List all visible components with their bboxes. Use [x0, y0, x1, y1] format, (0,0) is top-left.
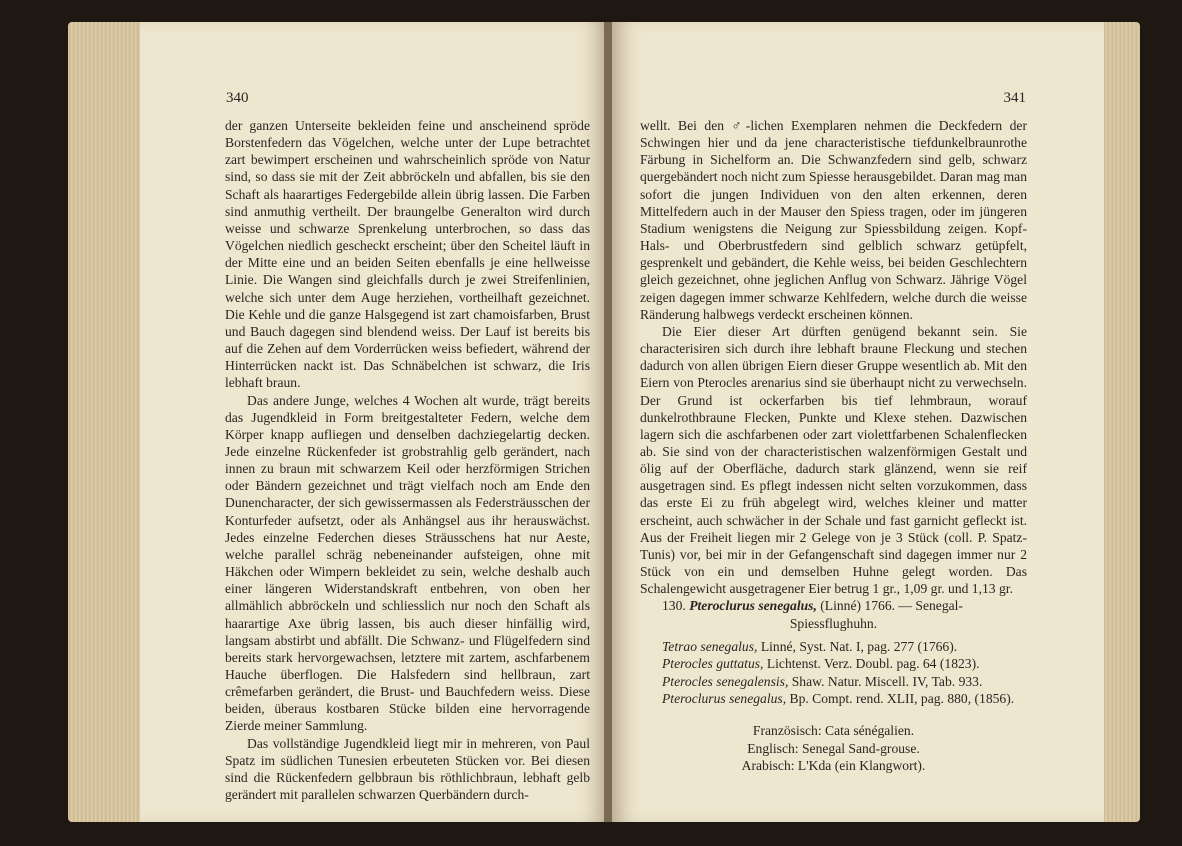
- vernacular-name: Französisch: Cata sénégalien.: [752, 723, 915, 739]
- paragraph: der ganzen Unterseite bekleiden feine und anscheinend spröde Borstenfedern das Vögelchen, welche unter der Lupe betrachtet zart bewimpert erscheinen und wahrscheinlich spröde von Natur sind, so dass sie mit der Zeit abbröckeln und abfallen, bis sie den Schaft als haarartiges Federgebilde allein übrig lassen. Die Farben sind anmuthig vertheilt. Der braungelbe Generalton wird durch weisse und schwarze Sprenkelung unterbrochen, so dass das Vögelchen niedlich gescheckt erscheint; über den Scheitel läuft in der Mitte eine und an beiden Seiten ebenfalls je eine hellweisse Linie. Die Wangen sind gleichfalls durch je zwei Streifenlinien, welche sich unter dem Auge herziehen, vortheilhaft gezeichnet. Die Kehle und die ganze Halsgegend ist zart chamoisfarben, Brust und Bauch dagegen sind blendend weiss. Der Lauf ist bereits bis auf die Zehen auf dem Vorderrücken weiss befiedert, während der Hinterrücken nackt ist. Das Schnäbelchen ist schwarz, die Iris lebhaft braun.: [225, 118, 590, 391]
- paragraph: wellt. Bei den ♂-lichen Exemplaren nehmen die Deckfedern der Schwingen hier und da jene characteristische tiefdunkelbraunrothe Färbung in Sichelform an. Die Schwanzfedern sind gelb, schwarz quergebändert noch nicht zum Spiesse herausgebildet. Daran mag man sofort die jungen Individuen von den alten erkennen, deren Mittelfedern auch in der Mauser den Spiess tragen, oder im jüngeren Stadium wenigstens die Neigung zur Spiessbildung zeigen. Kopf- Hals- und Oberbrustfedern sind gelblich schwarz getüpfelt, gesprenkelt und gebändert, die Kehle weiss, bei beiden Geschlechtern gleich gezeichnet, ohne jeglichen Anflug von Schwarz. Jährige Vögel zeigen dagegen immer schwarze Kehlfedern, welche durch die weisse Ränderung halbwegs verdeckt erscheinen können.: [640, 118, 1027, 322]
- species-heading: [640, 597, 1027, 631]
- right-page: [612, 22, 1104, 822]
- right-page-body: [640, 117, 1027, 775]
- reference-line: Pteroclurus senegalus, Bp. Compt. rend. XLII, pag. 880, (1856).: [662, 691, 1015, 707]
- reference-line: Tetrao senegalus, Linné, Syst. Nat. I, pag. 277 (1766).: [662, 638, 958, 654]
- paragraph: Die Eier dieser Art dürften genügend bekannt sein. Sie characterisiren sich durch ihre lebhaft braune Fleckung und stechen dadurch von allen übrigen Eiern dieser Gruppe wesentlich ab. Mit den Eiern von Pterocles arenarius sind sie überhaupt nicht zu verwechseln. Der Grund ist ockerfarben bis tief lehmbraun, worauf dunkelrothbraune Flecken, Punkte und Klexe stehen. Dazwischen lagern sich die aschfarbenen oder zart violettfarbenen Schalenflecken ab. Sie sind von der characteristischen walzenförmigen Gestalt und ölig auf der Oberfläche, dadurch stark glänzend, wenn sie reif ausgetragen sind. Es pflegt indessen nicht selten vorzukommen, dass das erste Ei zu früh abgelegt wird, welches kleiner und matter erscheint, auch schwächer in der Schale und fast garnicht gefleckt ist. Aus der Freiheit liegen mir 2 Gelege von je 3 Stück (coll. P. Spatz-Tunis) vor, bei mir in der Gefangenschaft sind dagegen immer nur 2 Stück von ein und demselben Huhne gelegt worden. Das Schalengewicht ausgetragener Eier betrug 1 gr., 1,09 gr. und 1,13 gr.: [640, 323, 1027, 597]
- species-authority: (Linné) 1766. — Senegal-: [820, 598, 963, 614]
- species-common-name: Spiessflughuhn.: [789, 615, 878, 631]
- right-page-edges: [1098, 22, 1140, 822]
- left-page-number: 340: [226, 90, 249, 106]
- vernacular-name: Englisch: Senegal Sand-grouse.: [747, 740, 920, 756]
- left-page: [140, 22, 606, 822]
- right-page-number: 341: [1003, 90, 1026, 106]
- species-name: Pteroclurus senegalus,: [689, 598, 817, 614]
- left-page-edges: [68, 22, 148, 822]
- reference-line: Pterocles senegalensis, Shaw. Natur. Miscell. IV, Tab. 933.: [662, 673, 983, 689]
- paragraph: Das vollständige Jugendkleid liegt mir in mehreren, von Paul Spatz im südlichen Tunesien erbeuteten Stücken vor. Bei diesen sind die Rückenfedern gelbbraun bis röthlichbraun, lebhaft gelb gerändert mit parallelen schwarzen Querbändern durch-: [225, 735, 590, 803]
- reference-line: Pterocles guttatus, Lichtenst. Verz. Doubl. pag. 64 (1823).: [662, 656, 980, 672]
- synonym-references: [640, 638, 1027, 708]
- species-number: 130.: [662, 598, 686, 614]
- vernacular-names: [640, 722, 1027, 775]
- left-page-body: [225, 117, 590, 803]
- vernacular-name: Arabisch: L'Kda (ein Klangwort).: [741, 758, 926, 774]
- paragraph: Das andere Junge, welches 4 Wochen alt wurde, trägt bereits das Jugendkleid in Form breitgestalteter Federn, welche dem Körper knapp aufliegen und denselben dachziegelartig decken. Jede einzelne Rückenfeder ist grobstrahlig gelb gerändert, nach innen zu braun mit schwarzem Keil oder herzförmigen Strichen oder Bändern gezeichnet und trägt vielfach noch am Ende den Dunencharacter, der sich gewissermassen als Federsträusschen der Konturfeder aufsetzt, oder als Anhängsel aus ihr herauswächst. Jedes einzelne Federchen dieses Sträusschens hat nur Aeste, welche parallel schräg nebeneinander aufsteigen, ohne mit Häkchen oder Wimpern bekleidet zu sein, welche deshalb auch einer längeren Widerstandskraft entbehren, von oben her allmählich abbröckeln und schliesslich nur noch den Schaft als haarartige Axe übrig lassen, bis auch dieser hinfällig wird, langsam abstirbt und abfällt. Die Schwanz- und Flügelfedern sind bereits stark hervorgewachsen, letztere mit zartem, aschfarbenem Hauche überflogen. Die Halsfedern sind hellbraun, zart crêmefarben gerändert, die Brust- und Bauchfedern weiss. Diese beiden, überaus kostbaren Stücke bilden eine hervorragende Zierde meiner Sammlung.: [225, 392, 590, 734]
